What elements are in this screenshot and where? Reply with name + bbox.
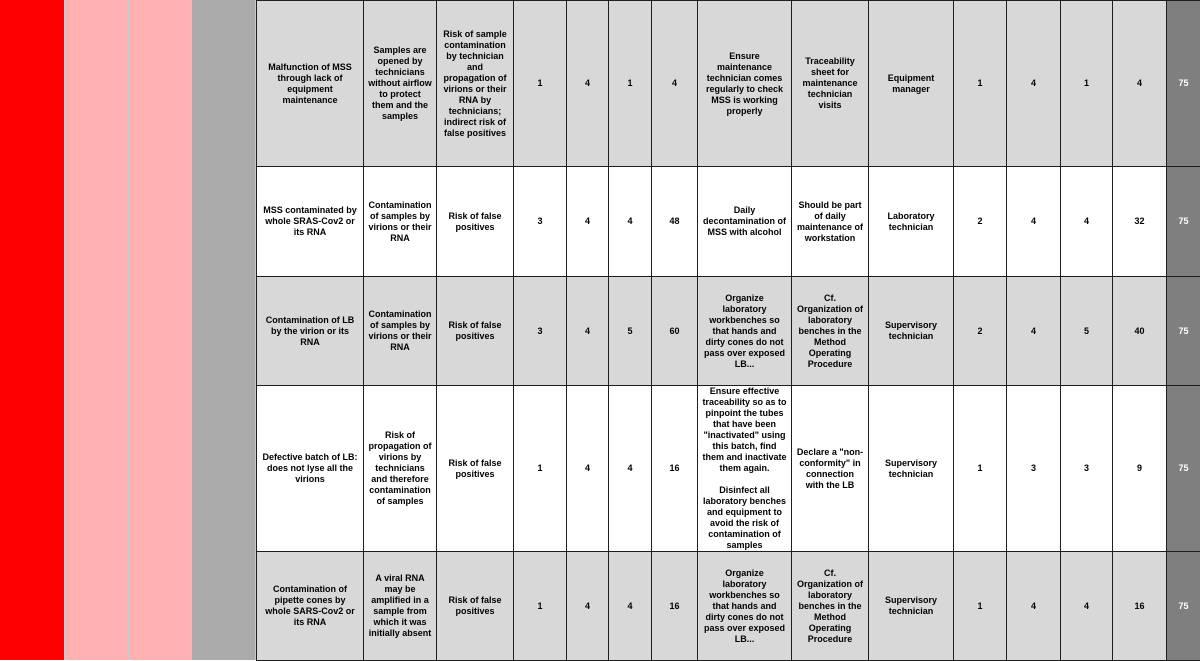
verification-text: Cf. Organization of laboratory benches in the Method Operating Procedure [796, 293, 864, 370]
pink-column-2 [129, 0, 192, 660]
risk-text: Risk of false positives [441, 458, 509, 480]
risk-cell [437, 1, 514, 167]
initial-score-1-text: 3 [518, 326, 562, 337]
severity-color-column [0, 0, 65, 660]
risk-text: Risk of false positives [441, 211, 509, 233]
residual-score-2-text: 4 [1011, 216, 1056, 227]
risk-cell [437, 167, 514, 277]
residual-score-1-text: 1 [958, 78, 1002, 89]
pink-column-1 [65, 0, 129, 660]
threshold-text: 75 [1171, 216, 1196, 227]
responsible-cell [869, 1, 954, 167]
initial-score-1-cell [514, 552, 567, 661]
verification-cell [792, 277, 869, 386]
threshold-cell [1167, 386, 1200, 552]
initial-score-2-text: 4 [571, 463, 604, 474]
residual-score-3-text: 4 [1065, 216, 1108, 227]
initial-criticality-cell [652, 386, 698, 552]
initial-score-1-text: 3 [518, 216, 562, 227]
initial-criticality-text: 48 [656, 216, 693, 227]
initial-score-2-text: 4 [571, 216, 604, 227]
residual-score-2-cell [1007, 277, 1061, 386]
failure-cause-text: Defective batch of LB: does not lyse all the virions [261, 452, 359, 485]
corrective-action-cell [698, 277, 792, 386]
residual-score-1-cell [954, 552, 1007, 661]
verification-text: Cf. Organization of laboratory benches in the Method Operating Procedure [796, 568, 864, 645]
residual-score-1-cell [954, 167, 1007, 277]
responsible-text: Supervisory technician [873, 320, 949, 342]
initial-criticality-cell [652, 277, 698, 386]
residual-score-1-cell [954, 386, 1007, 552]
initial-score-2-cell [567, 552, 609, 661]
responsible-cell [869, 277, 954, 386]
failure-cause-cell [257, 386, 364, 552]
action-paragraph: Ensure effective traceability so as to pinpoint the tubes that have been "inactivated" using this batch, find them and inactivate them again. [702, 386, 787, 474]
residual-criticality-cell [1113, 386, 1167, 552]
corrective-action-cell [698, 167, 792, 277]
initial-score-3-text: 4 [613, 463, 647, 474]
corrective-action-cell [698, 1, 792, 167]
threshold-text: 75 [1171, 326, 1196, 337]
failure-cause-cell [257, 552, 364, 661]
residual-criticality-text: 40 [1117, 326, 1162, 337]
gray-column [192, 0, 256, 660]
action-paragraph: Disinfect all laboratory benches and equipment to avoid the risk of contamination of samples [702, 485, 787, 551]
initial-score-3-text: 5 [613, 326, 647, 337]
initial-score-2-text: 4 [571, 326, 604, 337]
effect-text: Contamination of samples by virions or their RNA [368, 309, 432, 353]
initial-score-3-cell [609, 1, 652, 167]
effect-text: Contamination of samples by virions or their RNA [368, 200, 432, 244]
table-row [257, 552, 1200, 661]
initial-score-3-text: 1 [613, 78, 647, 89]
failure-cause-text: MSS contaminated by whole SRAS-Cov2 or its RNA [261, 205, 359, 238]
risk-text: Risk of sample contamination by technician and propagation of virions or their RNA by technicians; indirect risk of false positives [441, 29, 509, 139]
effect-text: Samples are opened by technicians without airflow to protect them and the samples [368, 45, 432, 122]
effect-cell [364, 386, 437, 552]
verification-cell [792, 167, 869, 277]
action-paragraph: Organize laboratory workbenches so that hands and dirty cones do not pass over exposed LB... [702, 293, 787, 370]
initial-criticality-text: 16 [656, 463, 693, 474]
initial-score-1-text: 1 [518, 601, 562, 612]
effect-cell [364, 552, 437, 661]
initial-score-1-cell [514, 386, 567, 552]
residual-criticality-text: 32 [1117, 216, 1162, 227]
failure-cause-text: Malfunction of MSS through lack of equipment maintenance [261, 62, 359, 106]
risk-cell [437, 552, 514, 661]
residual-score-1-cell [954, 1, 1007, 167]
threshold-cell [1167, 167, 1200, 277]
residual-score-3-cell [1061, 277, 1113, 386]
residual-score-3-cell [1061, 167, 1113, 277]
verification-text: Should be part of daily maintenance of workstation [796, 200, 864, 244]
initial-score-2-cell [567, 386, 609, 552]
verification-cell [792, 1, 869, 167]
action-paragraph: Organize laboratory workbenches so that hands and dirty cones do not pass over exposed LB... [702, 568, 787, 645]
initial-criticality-cell [652, 1, 698, 167]
initial-score-2-cell [567, 1, 609, 167]
residual-criticality-cell [1113, 552, 1167, 661]
residual-score-1-text: 1 [958, 601, 1002, 612]
action-paragraph: Ensure maintenance technician comes regularly to check MSS is working properly [702, 51, 787, 117]
initial-criticality-cell [652, 552, 698, 661]
residual-score-3-text: 5 [1065, 326, 1108, 337]
residual-criticality-cell [1113, 1, 1167, 167]
failure-cause-cell [257, 277, 364, 386]
table-row [257, 1, 1200, 167]
initial-criticality-text: 60 [656, 326, 693, 337]
initial-score-3-text: 4 [613, 601, 647, 612]
residual-score-2-text: 4 [1011, 78, 1056, 89]
threshold-text: 75 [1171, 601, 1196, 612]
threshold-cell [1167, 277, 1200, 386]
table-row [257, 277, 1200, 386]
failure-cause-cell [257, 167, 364, 277]
initial-score-1-cell [514, 277, 567, 386]
table-row [257, 386, 1200, 552]
effect-cell [364, 167, 437, 277]
responsible-text: Supervisory technician [873, 595, 949, 617]
effect-cell [364, 277, 437, 386]
residual-score-1-cell [954, 277, 1007, 386]
corrective-action-cell [698, 552, 792, 661]
residual-score-3-text: 1 [1065, 78, 1108, 89]
verification-cell [792, 386, 869, 552]
responsible-text: Laboratory technician [873, 211, 949, 233]
responsible-cell [869, 552, 954, 661]
responsible-text: Equipment manager [873, 73, 949, 95]
failure-cause-text: Contamination of LB by the virion or its RNA [261, 315, 359, 348]
initial-score-3-cell [609, 277, 652, 386]
verification-text: Declare a "non-conformity" in connection with the LB [796, 447, 864, 491]
threshold-cell [1167, 552, 1200, 661]
initial-score-1-text: 1 [518, 463, 562, 474]
residual-score-2-cell [1007, 167, 1061, 277]
residual-score-2-cell [1007, 552, 1061, 661]
residual-criticality-text: 9 [1117, 463, 1162, 474]
initial-score-1-cell [514, 167, 567, 277]
initial-score-1-cell [514, 1, 567, 167]
initial-score-3-text: 4 [613, 216, 647, 227]
residual-criticality-cell [1113, 167, 1167, 277]
effect-text: A viral RNA may be amplified in a sample from which it was initially absent [368, 573, 432, 639]
initial-score-1-text: 1 [518, 78, 562, 89]
initial-criticality-cell [652, 167, 698, 277]
residual-score-2-cell [1007, 1, 1061, 167]
threshold-text: 75 [1171, 463, 1196, 474]
threshold-cell [1167, 1, 1200, 167]
initial-score-2-cell [567, 167, 609, 277]
corrective-action-cell [698, 386, 792, 552]
residual-score-3-text: 4 [1065, 601, 1108, 612]
verification-text: Traceability sheet for maintenance technician visits [796, 56, 864, 111]
residual-score-2-text: 4 [1011, 601, 1056, 612]
residual-score-3-text: 3 [1065, 463, 1108, 474]
risk-cell [437, 386, 514, 552]
initial-score-3-cell [609, 552, 652, 661]
effect-cell [364, 1, 437, 167]
threshold-text: 75 [1171, 78, 1196, 89]
initial-score-3-cell [609, 167, 652, 277]
risk-text: Risk of false positives [441, 595, 509, 617]
risk-cell [437, 277, 514, 386]
residual-score-3-cell [1061, 1, 1113, 167]
initial-criticality-text: 16 [656, 601, 693, 612]
table-row [257, 167, 1200, 277]
residual-criticality-cell [1113, 277, 1167, 386]
effect-text: Risk of propagation of virions by technicians and therefore contamination of samples [368, 430, 432, 507]
residual-score-1-text: 2 [958, 216, 1002, 227]
failure-cause-text: Contamination of pipette cones by whole SARS-Cov2 or its RNA [261, 584, 359, 628]
residual-criticality-text: 4 [1117, 78, 1162, 89]
initial-score-2-text: 4 [571, 78, 604, 89]
responsible-cell [869, 167, 954, 277]
initial-criticality-text: 4 [656, 78, 693, 89]
residual-criticality-text: 16 [1117, 601, 1162, 612]
residual-score-3-cell [1061, 552, 1113, 661]
initial-score-2-text: 4 [571, 601, 604, 612]
residual-score-1-text: 1 [958, 463, 1002, 474]
initial-score-3-cell [609, 386, 652, 552]
failure-cause-cell [257, 1, 364, 167]
responsible-cell [869, 386, 954, 552]
initial-score-2-cell [567, 277, 609, 386]
residual-score-2-cell [1007, 386, 1061, 552]
responsible-text: Supervisory technician [873, 458, 949, 480]
residual-score-2-text: 3 [1011, 463, 1056, 474]
risk-analysis-table [256, 0, 1200, 661]
residual-score-2-text: 4 [1011, 326, 1056, 337]
verification-cell [792, 552, 869, 661]
residual-score-3-cell [1061, 386, 1113, 552]
residual-score-1-text: 2 [958, 326, 1002, 337]
risk-text: Risk of false positives [441, 320, 509, 342]
action-paragraph: Daily decontamination of MSS with alcohol [702, 205, 787, 238]
